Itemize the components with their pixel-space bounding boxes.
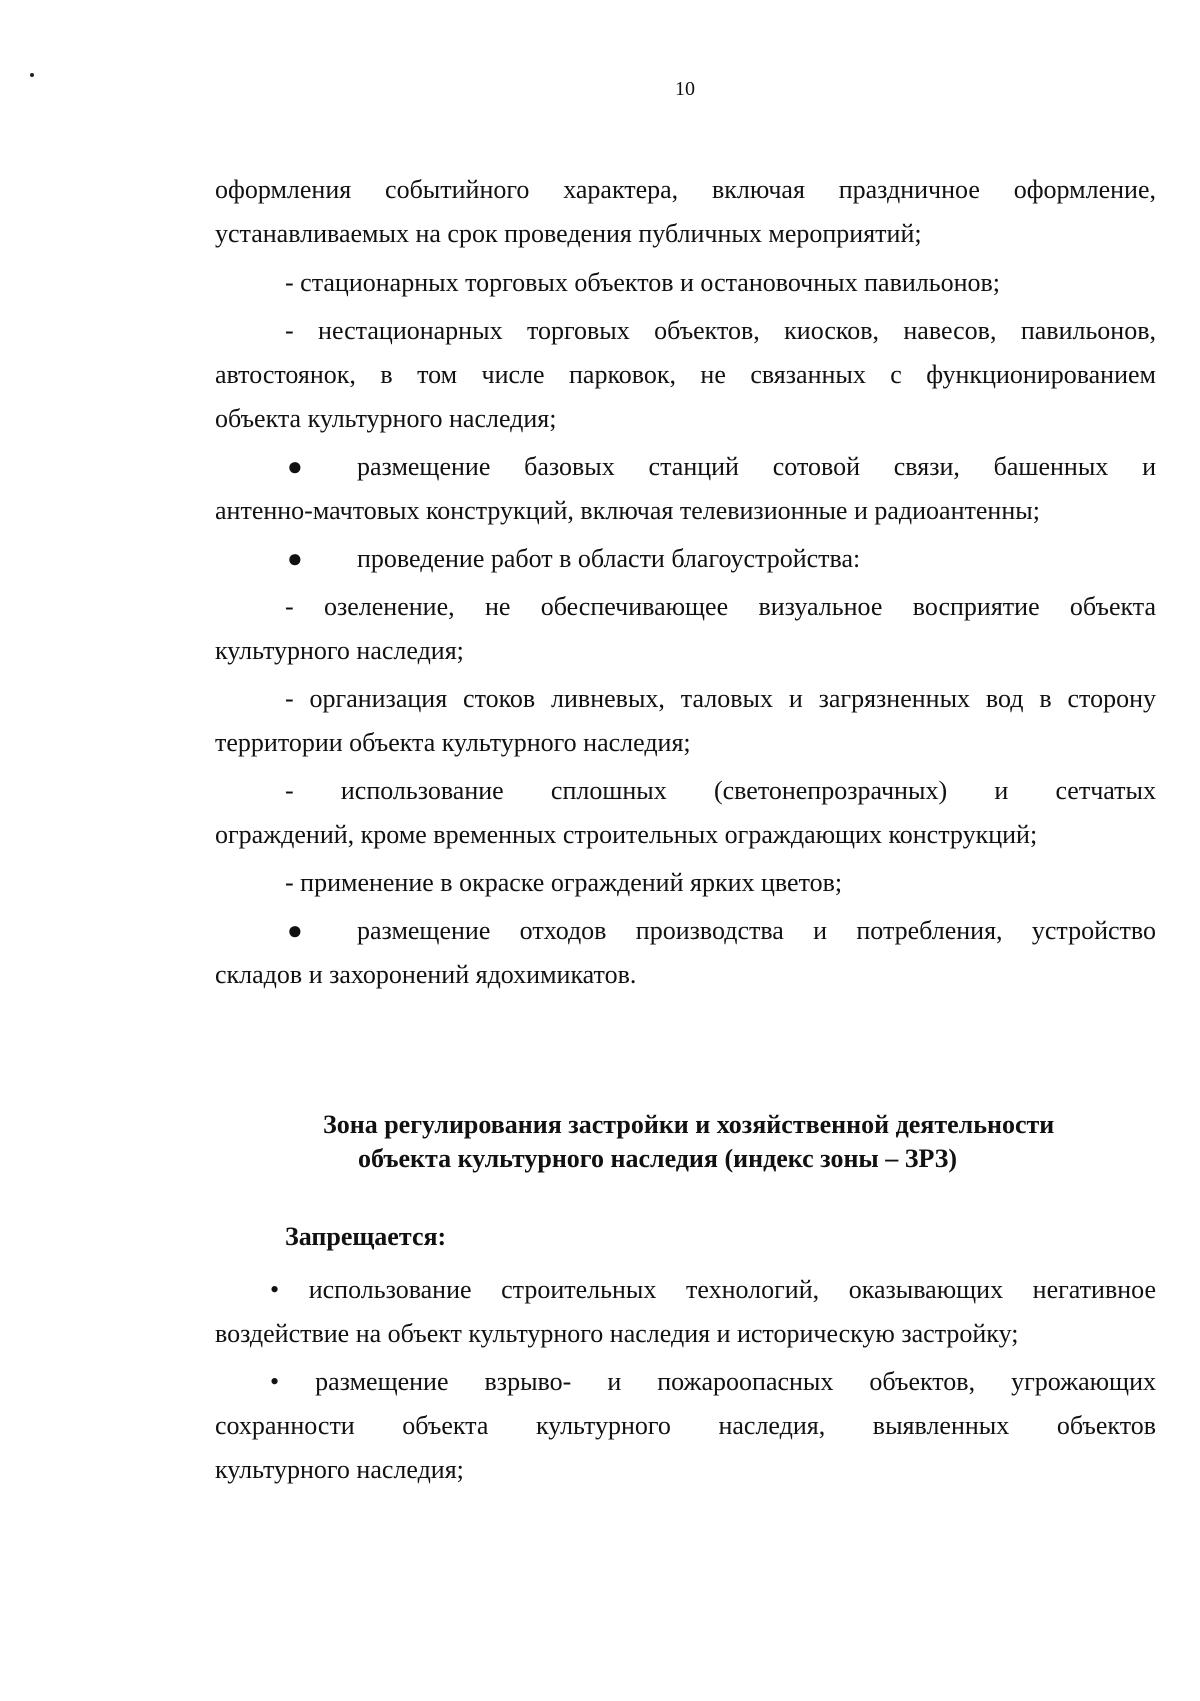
text-line: культурного наследия; [215, 636, 464, 665]
text-line: устанавливаемых на срок проведения публичных мероприятий; [215, 219, 922, 248]
text-line: - применение в окраске ограждений ярких цветов; [285, 868, 843, 897]
text-line: - организация стоков ливневых, таловых и загрязненных вод в сторону [285, 684, 1156, 713]
text-line: • использование строительных технологий, оказывающих негативное [270, 1275, 1156, 1304]
text-line: автостоянок, в том числе парковок, не связанных с функционированием [215, 360, 1156, 389]
body-text-bottom [215, 1268, 1156, 1492]
text-line: сохранности объекта культурного наследия, выявленных объектов [215, 1411, 1156, 1440]
text-line: ограждений, кроме временных строительных ограждающих конструкций; [215, 820, 1038, 849]
text-line: размещение базовых станций сотовой связи, башенных и [357, 452, 1156, 481]
text-line: культурного наследия; [215, 1455, 464, 1484]
text-line: объекта культурного наследия; [215, 404, 557, 433]
bullet-icon: ● [287, 544, 303, 573]
page-number: 10 [675, 78, 695, 100]
heading-line: объекта культурного наследия (индекс зоны – ЗРЗ) [358, 1144, 958, 1173]
text-line: - озеленение, не обеспечивающее визуальное восприятие объекта [285, 592, 1156, 621]
body-text-top [215, 168, 1156, 997]
prohibited-heading: Запрещается: [285, 1222, 447, 1251]
text-line: складов и захоронений ядохимикатов. [215, 960, 637, 989]
bullet-item [215, 445, 1156, 489]
text-line: проведение работ в области благоустройства: [357, 544, 861, 573]
text-line: - использование сплошных (светонепрозрачных) и сетчатых [285, 776, 1156, 805]
bullet-item [215, 909, 1156, 953]
bullet-item [215, 537, 1156, 581]
text-line: антенно-мачтовых конструкций, включая телевизионные и радиоантенны; [215, 496, 1040, 525]
bullet-icon: ● [287, 916, 303, 945]
text-line: территории объекта культурного наследия; [215, 728, 691, 757]
text-line: - стационарных торговых объектов и остановочных павильонов; [285, 268, 1001, 297]
text-line: воздействие на объект культурного наследия и историческую застройку; [215, 1319, 1019, 1348]
text-line: размещение отходов производства и потребления, устройство [357, 916, 1156, 945]
text-line: • размещение взрыво- и пожароопасных объектов, угрожающих [270, 1367, 1156, 1396]
text-line: оформления событийного характера, включая праздничное оформление, [215, 175, 1156, 204]
section-heading [215, 1108, 1156, 1176]
bullet-icon: ● [287, 452, 303, 481]
heading-line: Зона регулирования застройки и хозяйственной деятельности [323, 1110, 1055, 1139]
scan-speck [30, 73, 34, 77]
text-line: - нестационарных торговых объектов, киосков, навесов, павильонов, [285, 316, 1156, 345]
